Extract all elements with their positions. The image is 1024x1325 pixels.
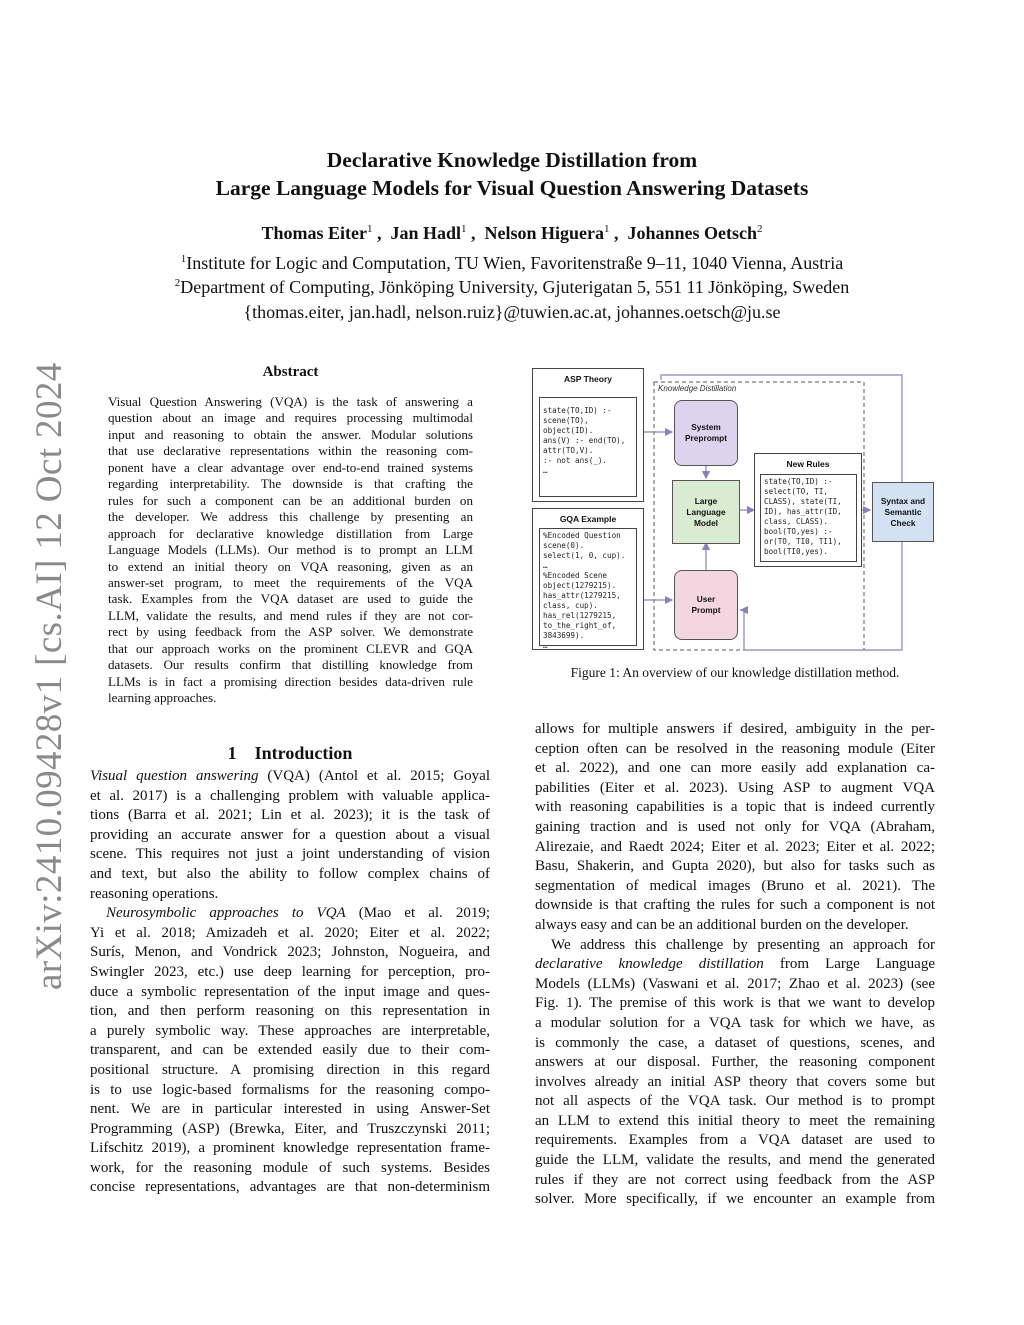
text-line: duce a symbolic representation of the input image and ques- [90,983,490,1000]
abstract-line: Language Models (LLMs). Our method is to prompt an LLM [108,542,473,558]
left-column-text [90,767,490,1198]
affiliation-2 [0,277,1024,298]
text-line: Surís, Menon, and Vondrick 2023; Johnston, Nogueira, and [90,944,490,961]
section-heading [90,743,490,764]
title-line-2: Large Language Models for Visual Question Answering Datasets [215,176,809,200]
text-line: and text, but also the ability to follow complex chains of [90,865,490,882]
text-line: Lifschitz 2019), a prominent knowledge representation frame- [90,1140,490,1157]
text-line: Alirezaie, and Raedt 2024; Eiter et al. 2023; Eiter et al. 2022; [535,838,935,855]
text-line: providing an accurate answer for a question about a visual [90,826,490,843]
abstract-line: learning approaches. [108,690,217,706]
text-line: Visual question answering (VQA) (Antol et al. 2015; Goyal [90,768,490,784]
affiliation-number: 2 [174,277,181,289]
text-line: Yi et al. 2018; Amizadeh et al. 2020; Eiter et al. 2022; [90,924,490,941]
text-line: allows for multiple answers if desired, ambiguity in the per- [535,721,935,737]
affiliation-1 [0,253,1024,274]
syntax-check-node: Syntax and Semantic Check [872,482,934,542]
author-name: Thomas Eiter [261,223,367,243]
text-line: tion, and then perform reasoning on this representation in [90,1003,490,1020]
affiliation-number: 1 [180,253,187,265]
text-line: tions (Barra et al. 2021; Lin et al. 2023); it is the task of [90,807,490,824]
user-prompt-node: User Prompt [674,570,738,640]
text-line: We address this challenge by presenting an approach for [551,936,935,953]
text-line: nent. We are in particular interested in using Answer-Set [90,1101,490,1118]
paper-title [0,146,1024,202]
arxiv-stamp: arXiv:2410.09428v1 [cs.AI] 12 Oct 2024 [29,362,70,990]
new-rules-code: state(TO,ID) :- select(TO, TI, CLASS), state(TI, ID), has_attr(ID, class, CLASS). bool(TO,yes) :- or(TO, TI0, TI1), bool(TI0,yes). [764,477,842,556]
text-line: et al. 2017) is a challenging problem with valuable applica- [90,787,490,804]
affiliation-text: Department of Computing, Jönköping University, Gjuterigatan 5, 551 11 Jönköping, Sweden [180,277,850,297]
text-line: segmentation of medical images (Bruno et al. 2021). The [535,877,935,894]
abstract-line: that use declarative representations within the reasoning com- [108,443,473,459]
author-affil-mark: 2 [757,223,763,235]
text-line: requirements. Examples from a VQA dataset are used to [535,1132,935,1149]
author-affil-mark: 1 [366,223,373,235]
abstract-line: ponent have a clear advantage over end-to-end trained systems [108,459,473,475]
text-line: scene. This requires not just a joint understanding of vision [90,846,490,863]
author-affil-mark: 1 [461,223,467,235]
text-line: involves already an initial ASP theory that covers some but [535,1073,935,1090]
text-line: pabilities (Eiter et al. 2023). Using ASP to augment VQA [535,779,935,796]
kd-label: Knowledge Distillation [658,384,737,393]
asp-theory-box [532,368,644,502]
abstract-line: regarding interpretability. The downside is that crafting the [108,476,473,492]
abstract-line: answer-set program, to meet the requirements of the VQA [108,574,473,590]
text-line: transparent, and can be extended easily due to their com- [90,1042,490,1059]
text-line: concise representations, advantages are that non-determinism [90,1179,490,1196]
emphasis: declarative knowledge distillation [535,956,764,973]
author-list: Thomas Eiter$^1$ , Jan Hadl$^1$ , Nelson Higuera$^1$ , Johannes Oetsch$^2$ [261,223,763,243]
new-rules-code-panel [760,474,857,562]
author-name: Johannes Oetsch [627,223,758,243]
text-line: Swingler 2023, etc.) use deep learning for perception, pro- [90,963,490,980]
abstract-body [108,394,473,707]
abstract-line: question about an image and requires processing multimodal [108,410,473,426]
emphasis: Visual question answering [90,768,259,784]
text-line: solver. More specifically, if we encounter an example from [535,1191,935,1208]
text-line: answers at our disposal. Further, the reasoning component [535,1054,935,1071]
gqa-example-title: GQA Example [559,514,617,524]
new-rules-box [754,453,862,567]
text-line: reasoning operations. [90,885,219,902]
abstract-line: task. Examples from the VQA dataset are used to guide the [108,591,473,607]
text-line: declarative knowledge distillation from Large Language [535,956,935,973]
section-title: Introduction [254,743,353,763]
new-rules-title: New Rules [786,459,830,469]
abstract-line: rules for such a component can be an additional burden on [108,492,473,508]
abstract-line: Visual Question Answering (VQA) is the task of answering a [108,394,473,409]
asp-code-panel [539,397,637,497]
gqa-example-code: %Encoded Question scene(0). select(1, 0, cup). … %Encoded Scene object(1279215). has_attr(1279215, class, cup). has_rel(1279215, to_the_right_of, 3843699). … [543,531,626,650]
emphasis: Neurosymbolic approaches to VQA [106,905,346,922]
text-line: not all aspects of the VQA task. Our method is to prompt [535,1093,935,1110]
text-line: a modular solution for a VQA task for which we have, as [535,1014,935,1031]
abstract-line: rect by using feedback from the ASP solver. We demonstrate [108,624,473,640]
text-line: Models (LLMs) (Vaswani et al. 2017; Zhao et al. 2023) (see [535,975,935,992]
text-line: Fig. 1). The premise of this work is that we want to develop [535,995,935,1012]
llm-node: Large Language Model [672,480,740,544]
text-line: a purely symbolic way. These approaches are interpretable, [90,1022,490,1039]
abstract-heading: Abstract [262,364,319,380]
text-line: gaining traction and is used not only for VQA (Abraham, [535,818,935,835]
text-line: rules if they are not correct using feedback from the ASP [535,1171,935,1188]
abstract-line: the developer. We address this challenge by presenting an [108,509,473,525]
section-number: 1 [227,743,237,763]
asp-theory-code: state(TO,ID) :- scene(TO), object(ID). ans(V) :- end(TO), attr(TO,V). :- not ans(_). … [543,406,626,475]
text-line: downside is that crafting the rules for such a component is not [535,897,935,914]
figure-caption: Figure 1: An overview of our knowledge distillation method. [570,665,900,680]
abstract-line: approach for declarative knowledge distillation from Large [108,525,473,541]
text-line: positional structure. A promising direction in this regard [90,1061,490,1078]
author-emails: {thomas.eiter, jan.hadl, nelson.ruiz}@tuwien.ac.at, johannes.oetsch@ju.se [243,302,781,322]
author-name: Jan Hadl [390,223,461,243]
abstract-line: LLMs is in fact a promising direction besides data-driven rule [108,673,473,689]
text-line: et al. 2022), and one can more easily add explanation ca- [535,760,935,777]
abstract-line: input and reasoning to obtain the answer. Modular solutions [108,426,473,442]
text-line: always easy and can be an additional burden on the developer. [535,916,909,933]
abstract-line: to extend an initial theory on VQA reasoning, given as an [108,558,473,574]
system-preprompt-node: System Preprompt [674,400,738,466]
asp-theory-title: ASP Theory [563,374,613,384]
text-line: with reasoning capabilities is a topic that is indeed currently [535,799,935,816]
figure-1 [530,360,940,660]
author-affil-mark: 1 [604,223,610,235]
right-column-text [535,720,935,1210]
text-line: guide the LLM, validate the results, and mend the generated [535,1152,935,1169]
gqa-code-panel [539,528,637,650]
text-line: work, for the reasoning module of such systems. Besides [90,1159,490,1176]
text-line: is to use logic-based formalisms for the reasoning compo- [90,1081,490,1098]
abstract-line: that our approach works on the prominent CLEVR and GQA [108,640,473,656]
abstract-line: datasets. Our results confirm that distilling knowledge from [108,657,473,673]
title-line-1: Declarative Knowledge Distillation from [326,148,698,172]
text-line: is commonly the case, a dataset of questions, scenes, and [535,1034,935,1051]
abstract-line: LLM, validate the results, and mend rules if they are not cor- [108,607,473,623]
text-line: ception often can be resolved in the reasoning module (Eiter [535,740,935,757]
affiliation-text: Institute for Logic and Computation, TU Wien, Favoritenstraße 9–11, 1040 Vienna, Austria [186,253,844,273]
text-line: an LLM to extend this initial theory to meet the remaining [535,1112,935,1129]
text-line: Neurosymbolic approaches to VQA (Mao et al. 2019; [106,905,490,922]
gqa-example-box [532,508,644,650]
text-line: Programming (ASP) (Brewka, Eiter, and Truszczynski 2011; [90,1120,490,1137]
author-name: Nelson Higuera [484,223,604,243]
text-line: Basu, Shakerin, and Gupta 2020), but also for tasks such as [535,858,935,875]
